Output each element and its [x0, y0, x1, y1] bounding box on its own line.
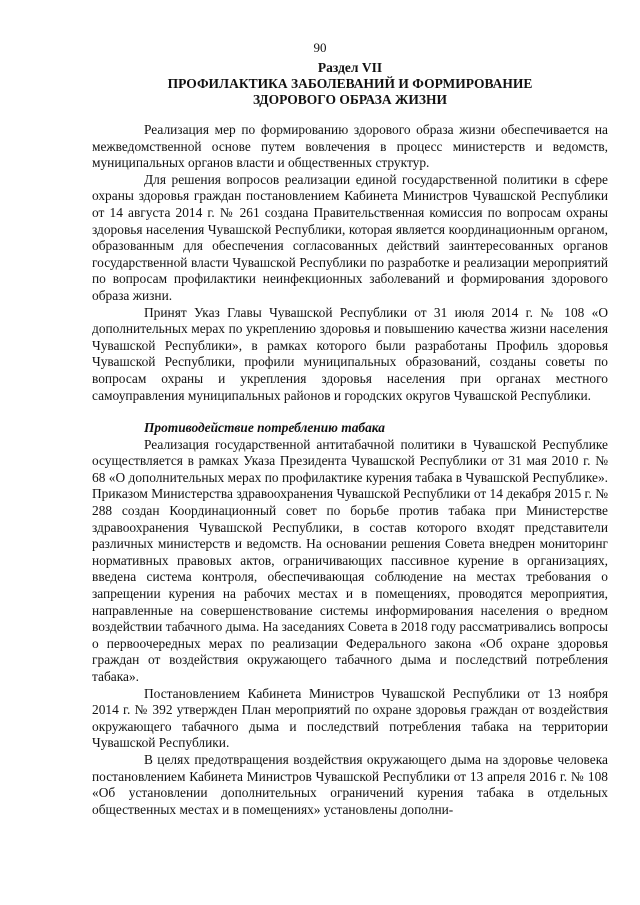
paragraph-intro-3: Принят Указ Главы Чувашской Республики от 31 июля 2014 г. № 108 «О дополнительных мерах по укреплению здоровья и повышению качества жизни населения Чувашской Республики», в рамках которого были разработаны Профиль здоровья Чувашской Республики, профили муниципальных образований, созданы советы по вопросам охраны и укрепления здоровья населения при органах местного самоуправления муниципальных районов и городских округов Чувашской Республики. [92, 304, 608, 403]
page-number: 90 [313, 40, 327, 55]
subheading-tobacco: Противодействие потреблению табака [144, 420, 385, 436]
paragraph-intro-2: Для решения вопросов реализации единой государственной политики в сфере охраны здоровья граждан постановлением Кабинета Министров Чувашской Республики от 14 августа 2014 г. № 261 создана Правительственная комиссия по вопросам охраны здоровья населения Чувашской Республики, которая является координационным органом, образованным для обеспечения согласованных действий заинтересованных органов государственной власти Чувашской Республики по разработке и реализации мероприятий по вопросам профилактики неинфекционных заболеваний и формирования здорового образа жизни. [92, 171, 608, 303]
section-heading [92, 60, 608, 108]
body-text [92, 122, 608, 818]
paragraph-tobacco-2: Постановлением Кабинета Министров Чувашской Республики от 13 ноября 2014 г. № 392 утвержден План мероприятий по охране здоровья граждан от воздействия окружающего табачного дыма и последствий потребления табака на территории Чувашской Республики. [92, 685, 608, 751]
section-title-line-2: ЗДОРОВОГО ОБРАЗА ЖИЗНИ [253, 92, 447, 107]
section-title-line-1: ПРОФИЛАКТИКА ЗАБОЛЕВАНИЙ И ФОРМИРОВАНИЕ [167, 76, 533, 91]
section-label: Раздел VII [317, 60, 383, 75]
paragraph-tobacco-1: Реализация государственной антитабачной политики в Чувашской Республике осуществляется в рамках Указа Президента Чувашской Республики от 31 мая 2010 г. № 68 «О дополнительных мерах по профилактике курения табака в Чувашской Республике». Приказом Министерства здравоохранения Чувашской Республики от 14 декабря 2015 г. № 288 создан Координационный совет по борьбе против табака при Министерстве здравоохранения Чувашской Республики, в состав которого входят представители различных министерств и ведомств. На основании решения Совета внедрен мониторинг нормативных правовых актов, ограничивающих пассивное курение в организациях, введена система контроля, обеспечивающая соблюдение на местах требования о запрещении курения на рабочих местах и в помещениях, проводятся мероприятия, направленные на совершенствование системы информирования населения о вредном воздействии табачного дыма. На заседаниях Совета в 2018 году рассматривались вопросы о первоочередных мерах по реализации Федерального закона «Об охране здоровья граждан от воздействия окружающего табачного дыма и последствий потребления табака». [92, 436, 608, 684]
paragraph-tobacco-3: В целях предотвращения воздействия окружающего дыма на здоровье человека постановлением Кабинета Министров Чувашской Республики от 13 апреля 2016 г. № 108 «Об установлении дополнительных ограничений курения табака в отдельных общественных местах и в помещениях» установлены дополни- [92, 751, 608, 817]
paragraph-intro-1: Реализация мер по формированию здорового образа жизни обеспечивается на межведомственной основе путем вовлечения в процесс министерств и ведомств, муниципальных органов власти и общественных структур. [92, 122, 608, 171]
